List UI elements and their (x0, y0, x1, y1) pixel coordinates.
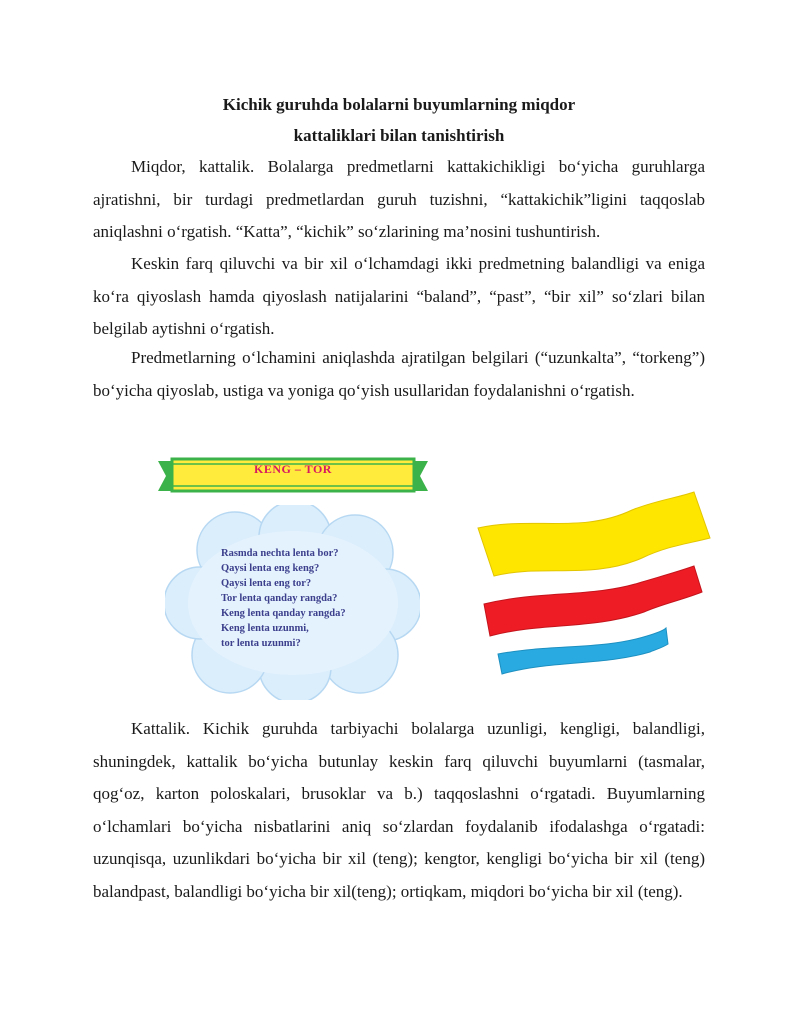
cloud-questions (221, 546, 391, 651)
narrow-ribbon (498, 628, 668, 674)
paragraph-2: Keskin farq qiluvchi va bir xil o‘lchamdagi ikki predmetning balandligi va eniga ko‘ra qiyoslash hamda qiyoslash natijalarini “baland”, “past”, “bir xil” so‘zlari bilan belgilab aytishni o‘rgatish. (93, 254, 705, 338)
paragraph-3: Predmetlarning o‘lchamini aniqlashda ajratilgan belgilari (“uzunkalta”, “torkeng”) bo‘yicha qiyoslab, ustiga va yoniga qo‘yish usullaridan foydalanishni o‘rgatish. (93, 348, 705, 400)
paragraph-4: Kattalik. Kichik guruhda tarbiyachi bolalarga uzunligi, kengligi, balandligi, shuningdek, kattalik bo‘yicha butunlay keskin farq qiluvchi buyumlarni (tasmalar, qog‘oz, karton poloskalari, brusoklar va b.) taqqoslashni o‘rgatadi. Buyumlarning o‘lchamlari bo‘yicha nisbatlarini aniq so‘zlardan foydalanib ifodalashga o‘rgatadi: uzunqisqa, uzunlikdari bo‘yicha bir xil (teng); kengtor, kengligi bo‘yicha bir xil (teng) balandpast, balandligi bo‘yicha bir xil(teng); ortiqkam, miqdori bo‘yicha bir xil (teng). (93, 719, 705, 901)
wide-ribbon (478, 492, 710, 576)
cloud-question: tor lenta uzunmi? (221, 638, 301, 649)
ribbons-illustration (472, 488, 714, 680)
title-line-1: Kichik guruhda bolalarni buyumlarning miqdor (222, 95, 576, 114)
paragraph-1: Miqdor, kattalik. Bolalarga predmetlarni kattakichikligi bo‘yicha guruhlarga ajratishni, bir turdagi predmetlardan guruh tuzishni, “kattakichik”ligini taqqoslab aniqlashni o‘rgatish. “Katta”, “kichik” so‘zlarining ma’nosini tushuntirish. (93, 157, 705, 241)
cloud-question: Keng lenta uzunmi, (221, 623, 309, 634)
title-line-2: kattaliklari bilan tanishtirish (293, 126, 505, 145)
cloud-question: Keng lenta qanday rangda? (221, 608, 346, 619)
cloud-question: Tor lenta qanday rangda? (221, 593, 338, 604)
cloud-question: Qaysi lenta eng keng? (221, 563, 320, 574)
cloud-question: Rasmda nechta lenta bor? (221, 548, 339, 559)
cloud-question: Qaysi lenta eng tor? (221, 578, 312, 589)
banner-title: KENG – TOR (254, 462, 332, 476)
medium-ribbon (484, 566, 702, 636)
